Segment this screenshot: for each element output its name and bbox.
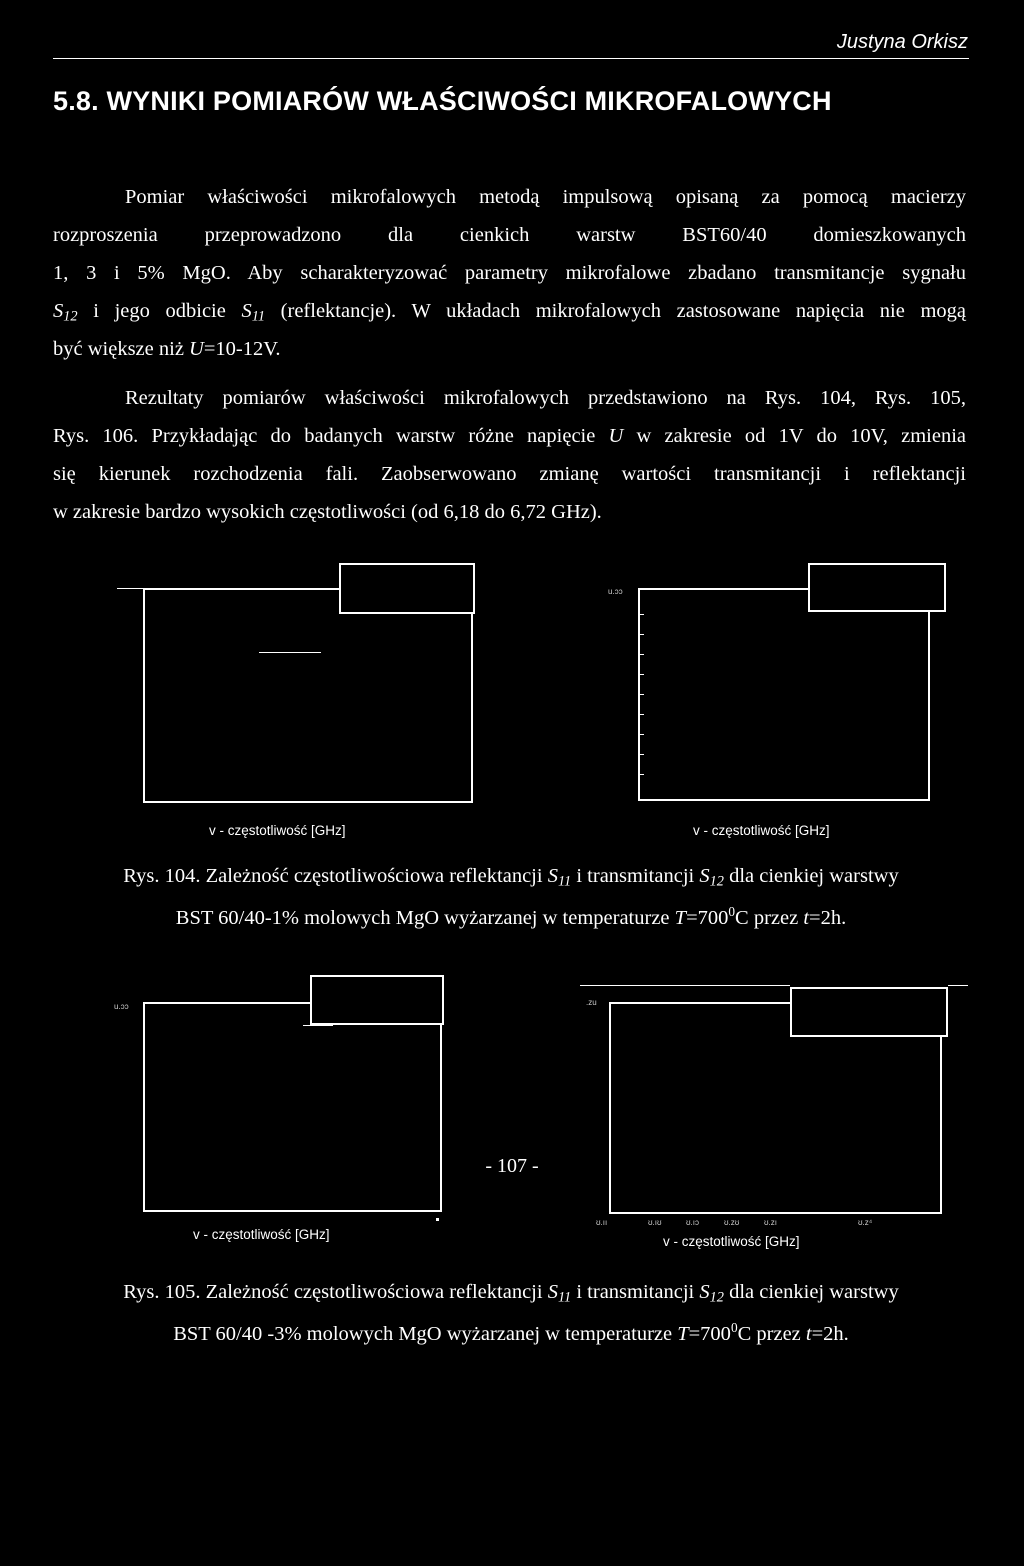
text-run: =700 (686, 906, 729, 929)
yaxis-tick-mark (639, 694, 644, 695)
symbol-sub: 11 (557, 1289, 572, 1306)
fig104-right-yaxis-ticks (639, 610, 645, 800)
degree-sup: 0 (728, 903, 736, 919)
yaxis-tick-mark (639, 634, 644, 635)
paragraph-intro (53, 178, 966, 368)
symbol-u: U (189, 338, 204, 360)
fig104-left-plot (143, 588, 473, 803)
fig104-right-ytick: u.ɔɔ (608, 587, 623, 596)
paragraph-line: Rezultaty pomiarów właściwości mikrofalowych przedstawiono na Rys. 104, Rys. 105, (125, 387, 966, 409)
text-run: dla cienkiej warstwy (723, 865, 899, 887)
symbol-s: S (699, 865, 710, 887)
header-rule (53, 58, 969, 59)
fig105-right-top-rule (580, 985, 790, 986)
symbol-s: S (547, 1281, 558, 1303)
plot-axis-stub (117, 588, 143, 589)
fig105-right-xtick: ʊ.ıɔ (686, 1218, 699, 1227)
paragraph-line: się kierunek rozchodzenia fali. Zaobserwowano zmianę wartości transmitancji i reflektancji (53, 463, 966, 485)
fig105-right-legend-box (790, 987, 948, 1037)
text-run: i transmitancji (571, 1281, 700, 1303)
caption-line (53, 862, 969, 897)
fig104-caption (53, 862, 969, 933)
fig105-right-xtick: ʊ.z⁴ (858, 1218, 873, 1227)
text-run: =2h. (811, 1322, 849, 1345)
yaxis-tick-mark (639, 674, 644, 675)
text-run: (reflektancje). W układach mikrofalowych zastosowane napięcia nie mogą (265, 300, 966, 322)
paragraph-line: Pomiar właściwości mikrofalowych metodą impulsową opisaną za pomocą macierzy (125, 186, 966, 208)
fig105-left-ytick: u.ɔɔ (114, 1002, 129, 1011)
fig105-caption (53, 1278, 969, 1349)
fig105-right-xtick: ʊ.zʊ (724, 1218, 740, 1227)
fig104-right-plot (638, 588, 930, 801)
symbol-sub: 11 (557, 873, 572, 890)
text-run: =700 (688, 1322, 731, 1345)
fig104-right-legend-box (808, 563, 946, 612)
text-run: być większe niż (53, 338, 190, 360)
text-run: i jego odbicie (77, 300, 242, 322)
paragraph-line (53, 330, 966, 368)
text-run: i transmitancji (571, 865, 700, 887)
symbol-s12-sub: 12 (63, 308, 78, 325)
symbol-t: T (677, 1322, 689, 1345)
yaxis-tick-mark (639, 754, 644, 755)
symbol-sub: 12 (709, 873, 724, 890)
text-run: dla cienkiej warstwy (723, 1281, 899, 1303)
fig104-left-curve (259, 652, 321, 653)
symbol-s11: S (241, 300, 252, 322)
caption-line (53, 897, 969, 933)
symbol-u: U (608, 425, 624, 447)
text-run: =2h. (809, 906, 847, 929)
running-header-author: Justyna Orkisz (836, 31, 968, 53)
fig105-right-xlabel: v - częstotliwość [GHz] (663, 1234, 800, 1249)
symbol-t: t (803, 906, 810, 929)
text-run: C przez (737, 1322, 806, 1345)
fig105-right-xtick: ʊ.zı (764, 1218, 777, 1227)
caption-line (53, 1278, 969, 1313)
yaxis-tick-mark (639, 614, 644, 615)
fig104-left-xlabel: v - częstotliwość [GHz] (209, 823, 346, 838)
caption-line (53, 1313, 969, 1349)
text-run: Rys. 104. Zależność częstotliwościowa reflektancji (123, 865, 548, 887)
text-run: BST 60/40-1% molowych MgO wyżarzanej w temperaturze (175, 906, 675, 929)
section-title: 5.8. WYNIKI POMIARÓW WŁAŚCIWOŚCI MIKROFALOWYCH (53, 86, 832, 116)
paragraph-line: w zakresie bardzo wysokich częstotliwości (od 6,18 do 6,72 GHz). (53, 501, 602, 523)
paragraph-line: rozproszenia przeprowadzono dla cienkich warstw BST60/40 domieszkowanych (53, 224, 966, 246)
yaxis-tick-mark (639, 734, 644, 735)
fig104-right-xlabel: v - częstotliwość [GHz] (693, 823, 830, 838)
fig105-right-xtick: ʊ.ıı (596, 1218, 608, 1227)
fig105-left-plot (143, 1002, 442, 1212)
fig105-right-xtick: ʊ.ıʊ (648, 1218, 662, 1227)
yaxis-tick-mark (639, 714, 644, 715)
fig105-left-xlabel: v - częstotliwość [GHz] (193, 1227, 330, 1242)
symbol-t: T (674, 906, 687, 929)
text-run: =10-12V. (203, 338, 281, 360)
text-run: BST 60/40 -3% molowych MgO wyżarzanej w temperaturze (173, 1322, 678, 1345)
symbol-s12: S (53, 300, 64, 322)
fig105-left-legend-box (310, 975, 444, 1025)
symbol-s: S (699, 1281, 710, 1303)
paragraph-results (53, 379, 966, 531)
yaxis-tick-mark (639, 774, 644, 775)
text-run: Rys. 106. Przykładając do badanych warstw różne napięcie (53, 425, 609, 447)
text-run: Rys. 105. Zależność częstotliwościowa reflektancji (123, 1281, 548, 1303)
symbol-t: t (805, 1322, 812, 1345)
text-run: w zakresie od 1V do 10V, zmienia (623, 425, 966, 447)
yaxis-tick-mark (639, 654, 644, 655)
degree-sup: 0 (730, 1319, 738, 1335)
paragraph-line: 1, 3 i 5% MgO. Aby scharakteryzować parametry mikrofalowe zbadano transmitancje sygnału (53, 262, 966, 284)
symbol-s: S (547, 865, 558, 887)
paragraph-line (53, 417, 966, 455)
stray-dot (436, 1218, 439, 1221)
text-run: C przez (735, 906, 804, 929)
fig105-right-ytick: .zu (586, 998, 597, 1007)
page-number: - 107 - (485, 1155, 539, 1177)
paragraph-line (53, 292, 966, 330)
fig104-left-legend-box (339, 563, 475, 614)
symbol-sub: 12 (709, 1289, 724, 1306)
fig105-left-curve (303, 1025, 333, 1026)
fig105-right-top-rule-tail (948, 985, 968, 986)
symbol-s11-sub: 11 (251, 308, 266, 325)
